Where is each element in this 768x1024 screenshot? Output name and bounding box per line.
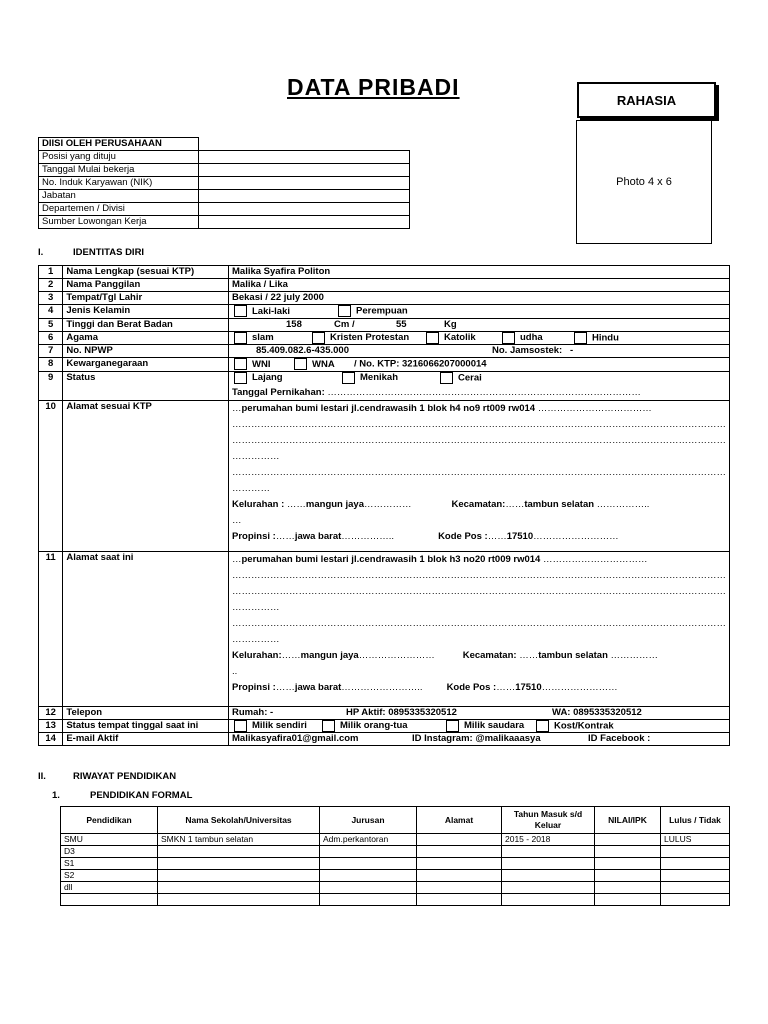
row-number: 13 bbox=[39, 719, 63, 733]
current-kelurahan-value: mangun jaya bbox=[300, 649, 359, 661]
row-number: 12 bbox=[39, 706, 63, 719]
row-number: 11 bbox=[39, 551, 63, 706]
page-title: DATA PRIBADI bbox=[287, 74, 460, 100]
row-number: 3 bbox=[39, 292, 63, 305]
section-2-number: II. bbox=[38, 771, 46, 782]
option-catholic: Katolik bbox=[444, 332, 476, 344]
table-cell bbox=[595, 834, 661, 846]
current-kelurahan-label: Kelurahan: bbox=[232, 649, 282, 661]
table-cell[interactable] bbox=[595, 858, 661, 870]
row-number: 6 bbox=[39, 331, 63, 345]
facebook-value: ID Facebook : bbox=[588, 733, 651, 745]
table-row bbox=[61, 870, 730, 882]
height-value: 158 bbox=[286, 318, 302, 330]
row-number: 8 bbox=[39, 358, 63, 372]
row-label: Tinggi dan Berat Badan bbox=[63, 318, 229, 331]
education-table bbox=[60, 806, 730, 906]
company-row-label: Jabatan bbox=[39, 190, 199, 203]
birth-value: Bekasi / 22 july 2000 bbox=[229, 292, 730, 305]
ktp-kelurahan-label: Kelurahan : bbox=[232, 498, 285, 510]
table-cell: S1 bbox=[61, 858, 158, 870]
cm-unit: Cm / bbox=[334, 318, 355, 330]
table-cell[interactable] bbox=[417, 858, 502, 870]
option-own-house: Milik sendiri bbox=[252, 720, 307, 732]
table-row bbox=[61, 834, 730, 846]
checkbox-parents-house[interactable] bbox=[322, 720, 335, 732]
row-label: E-mail Aktif bbox=[63, 733, 229, 746]
table-cell[interactable] bbox=[320, 858, 417, 870]
table-row bbox=[61, 858, 730, 870]
table-row bbox=[61, 894, 730, 906]
checkbox-hindu[interactable] bbox=[574, 332, 587, 344]
nickname-value: Malika / Lika bbox=[229, 279, 730, 292]
current-postcode-label: Kode Pos : bbox=[446, 681, 497, 693]
company-row-label: Departemen / Divisi bbox=[39, 203, 199, 216]
option-male: Laki-laki bbox=[252, 305, 291, 317]
company-row-value[interactable] bbox=[199, 164, 410, 177]
checkbox-male[interactable] bbox=[234, 305, 247, 317]
table-cell: dll bbox=[61, 882, 158, 894]
row-number: 5 bbox=[39, 318, 63, 331]
company-table bbox=[38, 137, 410, 229]
company-row-label: Tanggal Mulai bekerja bbox=[39, 164, 199, 177]
checkbox-islam[interactable] bbox=[234, 332, 247, 344]
table-cell[interactable] bbox=[502, 882, 595, 894]
row-number: 1 bbox=[39, 266, 63, 279]
company-row-value[interactable] bbox=[199, 177, 410, 190]
table-cell: D3 bbox=[61, 846, 158, 858]
table-cell: Adm.perkantoran bbox=[320, 834, 417, 846]
checkbox-rent[interactable] bbox=[536, 720, 549, 732]
option-rent: Kost/Kontrak bbox=[554, 720, 614, 732]
weight-value: 55 bbox=[396, 318, 407, 330]
option-female: Perempuan bbox=[356, 305, 408, 317]
row-number: 2 bbox=[39, 279, 63, 292]
column-header: Jurusan bbox=[320, 807, 417, 834]
company-row-value[interactable] bbox=[199, 151, 410, 164]
mobile-phone: HP Aktif: 0895335320512 bbox=[346, 706, 457, 718]
row-label: Tempat/Tgl Lahir bbox=[63, 292, 229, 305]
table-cell[interactable] bbox=[417, 846, 502, 858]
table-cell[interactable] bbox=[595, 894, 661, 906]
section-2-title: RIWAYAT PENDIDIKAN bbox=[73, 771, 177, 782]
checkbox-own-house[interactable] bbox=[234, 720, 247, 732]
company-row-label: Sumber Lowongan Kerja bbox=[39, 216, 199, 229]
table-cell[interactable] bbox=[417, 870, 502, 882]
table-cell[interactable] bbox=[661, 858, 730, 870]
table-row bbox=[61, 882, 730, 894]
table-cell[interactable] bbox=[595, 882, 661, 894]
table-cell: 2015 - 2018 bbox=[502, 834, 595, 846]
photo-label: Photo 4 x 6 bbox=[616, 176, 672, 188]
subsection-number: 1. bbox=[52, 790, 60, 801]
current-province-label: Propinsi : bbox=[232, 681, 276, 693]
option-parents-house: Milik orang-tua bbox=[340, 720, 408, 732]
table-cell[interactable] bbox=[502, 858, 595, 870]
option-divorced: Cerai bbox=[458, 372, 482, 384]
current-province-value: jawa barat bbox=[294, 681, 342, 693]
jamsostek-label: No. Jamsostek: bbox=[492, 345, 563, 357]
row-label: Alamat saat ini bbox=[63, 551, 229, 706]
table-cell[interactable] bbox=[417, 894, 502, 906]
section-1-title: IDENTITAS DIRI bbox=[73, 247, 145, 258]
option-protestant: Kristen Protestan bbox=[330, 332, 410, 344]
checkbox-divorced[interactable] bbox=[440, 372, 453, 384]
option-relative-house: Milik saudara bbox=[464, 720, 525, 732]
row-label: No. NPWP bbox=[63, 345, 229, 358]
table-cell[interactable] bbox=[320, 894, 417, 906]
checkbox-catholic[interactable] bbox=[426, 332, 439, 344]
row-number: 10 bbox=[39, 400, 63, 551]
confidential-box bbox=[577, 82, 716, 118]
current-address-line: perumahan bumi lestari jl.cendrawasih 1 blok h3 no20 rt009 rw014 bbox=[241, 553, 541, 565]
current-kecamatan-value: tambun selatan bbox=[538, 649, 608, 661]
npwp-value: 85.409.082.6-435.000 bbox=[256, 345, 349, 357]
table-cell bbox=[417, 834, 502, 846]
table-cell[interactable] bbox=[661, 846, 730, 858]
table-cell[interactable] bbox=[158, 858, 320, 870]
column-header: Nama Sekolah/Universitas bbox=[158, 807, 320, 834]
ktp-postcode-label: Kode Pos : bbox=[438, 530, 488, 542]
column-header: NILAI/IPK bbox=[595, 807, 661, 834]
column-header: Tahun Masuk s/d Keluar bbox=[502, 807, 595, 834]
current-kecamatan-label: Kecamatan: bbox=[462, 649, 517, 661]
table-cell[interactable] bbox=[502, 846, 595, 858]
subsection-title: PENDIDIKAN FORMAL bbox=[90, 790, 193, 801]
confidential-label: RAHASIA bbox=[616, 92, 677, 108]
option-islam: slam bbox=[252, 332, 274, 344]
company-row-value[interactable] bbox=[199, 190, 410, 203]
row-number: 7 bbox=[39, 345, 63, 358]
email-value: Malikasyafira01@gmail.com bbox=[232, 733, 359, 745]
table-cell[interactable] bbox=[661, 870, 730, 882]
checkbox-wna[interactable] bbox=[294, 358, 307, 370]
row-label: Status tempat tinggal saat ini bbox=[63, 719, 229, 733]
table-cell[interactable] bbox=[661, 882, 730, 894]
ktp-kelurahan-value: mangun jaya bbox=[305, 498, 364, 510]
ktp-address-line: perumahan bumi lestari jl.cendrawasih 1 blok h4 no9 rt009 rw014 bbox=[241, 402, 536, 414]
option-wna: WNA bbox=[312, 358, 335, 370]
row-label: Agama bbox=[63, 331, 229, 345]
ktp-postcode-value: 17510 bbox=[506, 530, 534, 542]
table-cell[interactable] bbox=[417, 882, 502, 894]
instagram-value: ID Instagram: @malikaaasya bbox=[412, 733, 541, 745]
table-row bbox=[61, 846, 730, 858]
company-row-value[interactable] bbox=[199, 216, 410, 229]
row-label: Status bbox=[63, 371, 229, 400]
table-cell: LULUS bbox=[661, 834, 730, 846]
photo-placeholder bbox=[576, 120, 712, 244]
row-label: Jenis Kelamin bbox=[63, 305, 229, 319]
full-name-value: Malika Syafira Politon bbox=[229, 266, 730, 279]
ktp-province-label: Propinsi : bbox=[232, 530, 276, 542]
checkbox-wni[interactable] bbox=[234, 358, 247, 370]
table-cell[interactable] bbox=[595, 846, 661, 858]
table-cell: S2 bbox=[61, 870, 158, 882]
checkbox-single[interactable] bbox=[234, 372, 247, 384]
kg-unit: Kg bbox=[444, 318, 457, 330]
checkbox-buddha[interactable] bbox=[502, 332, 515, 344]
table-cell: SMU bbox=[61, 834, 158, 846]
section-1-number: I. bbox=[38, 247, 44, 258]
ktp-kecamatan-label: Kecamatan: bbox=[451, 498, 506, 510]
row-number: 14 bbox=[39, 733, 63, 746]
table-cell[interactable] bbox=[158, 846, 320, 858]
row-label: Nama Lengkap (sesuai KTP) bbox=[63, 266, 229, 279]
table-cell[interactable] bbox=[320, 846, 417, 858]
company-row-value[interactable] bbox=[199, 203, 410, 216]
home-phone: Rumah: - bbox=[232, 706, 274, 718]
option-wni: WNI bbox=[252, 358, 271, 370]
table-cell[interactable] bbox=[61, 894, 158, 906]
table-cell[interactable] bbox=[158, 894, 320, 906]
row-number: 9 bbox=[39, 371, 63, 400]
option-single: Lajang bbox=[252, 372, 283, 384]
checkbox-married[interactable] bbox=[342, 372, 355, 384]
column-header: Lulus / Tidak bbox=[661, 807, 730, 834]
row-label: Telepon bbox=[63, 706, 229, 719]
row-label: Kewarganegaraan bbox=[63, 358, 229, 372]
checkbox-relative-house[interactable] bbox=[446, 720, 459, 732]
row-label: Nama Panggilan bbox=[63, 279, 229, 292]
current-postcode-value: 17510 bbox=[515, 681, 542, 693]
table-cell: SMKN 1 tambun selatan bbox=[158, 834, 320, 846]
checkbox-female[interactable] bbox=[338, 305, 351, 317]
option-hindu: Hindu bbox=[592, 332, 619, 344]
ktp-kecamatan-value: tambun selatan bbox=[524, 498, 595, 510]
table-cell[interactable] bbox=[158, 882, 320, 894]
table-cell[interactable] bbox=[320, 870, 417, 882]
table-cell[interactable] bbox=[502, 870, 595, 882]
jamsostek-value: - bbox=[570, 345, 574, 357]
table-cell[interactable] bbox=[320, 882, 417, 894]
checkbox-protestant[interactable] bbox=[312, 332, 325, 344]
table-cell[interactable] bbox=[661, 894, 730, 906]
option-buddha: udha bbox=[520, 332, 543, 344]
whatsapp-number: WA: 0895335320512 bbox=[552, 706, 642, 718]
ktp-province-value: jawa barat bbox=[294, 530, 342, 542]
table-cell[interactable] bbox=[595, 870, 661, 882]
company-header: DIISI OLEH PERUSAHAAN bbox=[39, 138, 199, 151]
company-row-label: No. Induk Karyawan (NIK) bbox=[39, 177, 199, 190]
column-header: Alamat bbox=[417, 807, 502, 834]
table-cell[interactable] bbox=[502, 894, 595, 906]
table-cell[interactable] bbox=[158, 870, 320, 882]
marriage-date-label: Tanggal Pernikahan: bbox=[232, 387, 325, 399]
row-label: Alamat sesuai KTP bbox=[63, 400, 229, 551]
ktp-number: / No. KTP: 3216066207000014 bbox=[354, 358, 487, 370]
column-header: Pendidikan bbox=[61, 807, 158, 834]
company-row-label: Posisi yang dituju bbox=[39, 151, 199, 164]
identity-table: 1 Nama Lengkap (sesuai KTP) Malika Syafira Politon 2 Nama Panggilan Malika / Lika 3 Tempat/Tgl Lahir Bekasi / 22 july 2000 4 Jenis Kelamin Laki-laki Perempuan 5 Tinggi dan Berat Badan 158 Cm / 55 Kg 6 Agama slam Kristen Protestan Katolik udha Hindu 7 No. NPWP 85.409.082.6-435.000 No. Jamsostek: - 8 Kewarganegaraan WNI WNA / No. KTP: 3216066207000014 9 Status Lajang Menikah Cerai Tanggal Pernikahan: ……………………………………………………………………………………… 10 Alamat sesuai KTP …perumahan bumi lestari jl.cendrawasih 1 blok h4 no9 rt009 rw014 ……………………………… ………………………………………………………………………………………………………………………………………… ………………………………………………………………………………………………………………………………………… …………… ………………………………………………………………………………………………………………………………………… ………… Kelurahan : ……mangun jaya…………… Kecamatan:……tambun selatan …………….. … Propinsi :……jawa barat…………….. Kode Pos :……17510……………………… 11 Alamat saat ini …perumahan bumi lestari jl.cendrawasih 1 blok h3 no20 rt009 rw014 …………………………… ………………………………………………………………………………………………………………………………………… ………………………………………………………………………………………………………………………………………… …………… ………………………………………………………………………………………………………………………………………… …………… Kelurahan:……mangun jaya…………………… Kecamatan: ……tambun selatan …………… .. Propinsi :……jawa barat…………………….. Kode Pos :……17510…………………… 12 Telepon Rumah: - HP Aktif: 0895335320512 WA: 0895335320512 13 Status tempat tinggal saat ini Milik sendiri Milik orang-tua Milik saudara Kost/Kontrak 14 E-mail Aktif Malikasyafira01@gmail.com ID Instagram: @malikaaasya ID Facebook : bbox=[38, 265, 730, 746]
option-married: Menikah bbox=[360, 372, 399, 384]
row-number: 4 bbox=[39, 305, 63, 319]
